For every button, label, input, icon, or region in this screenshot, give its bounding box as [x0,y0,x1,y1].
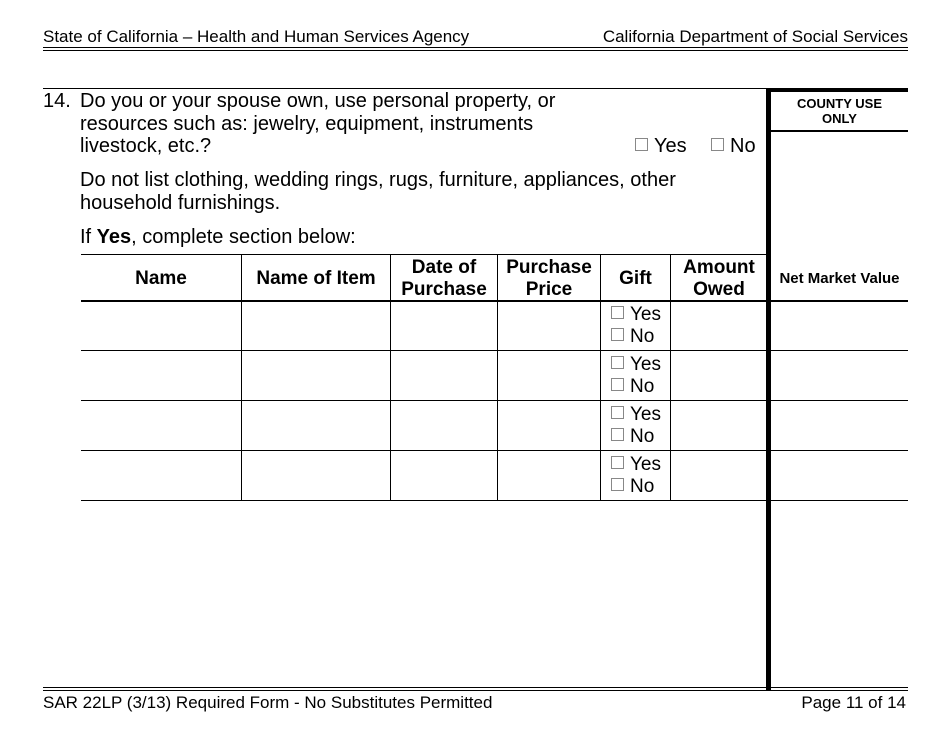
checkbox-icon[interactable] [611,478,624,491]
col-header-name [81,256,241,302]
county-use-line-1: COUNTY USE [797,96,882,111]
gift-no-label: No [630,476,655,497]
col-header-price [498,256,600,302]
question-top-rule [43,88,768,89]
checkbox-icon[interactable] [611,378,624,391]
department-header: California Department of Social Services [602,27,908,46]
cell-net-market-value[interactable] [771,401,908,450]
cell-owed[interactable] [671,302,767,350]
question-line-3: livestock, etc.? [80,135,212,157]
gift-no-option[interactable] [611,426,654,448]
cell-name[interactable] [81,351,241,400]
cell-date[interactable] [391,451,497,500]
col-header-net-market-value-text: Net Market Value [779,270,900,287]
agency-header: State of California – Health and Human Services Agency [43,27,470,46]
cell-name[interactable] [81,401,241,450]
cell-date[interactable] [391,302,497,350]
col-header-item-text: Name of Item [256,268,376,289]
gift-no-option[interactable] [611,376,654,398]
gift-yes-label: Yes [630,354,661,375]
col-header-name-text: Name [135,268,187,289]
county-use-top-rule [766,88,908,92]
cell-price[interactable] [498,401,600,450]
gift-yes-label: Yes [630,404,661,425]
gift-no-label: No [630,376,655,397]
checkbox-icon[interactable] [711,138,724,151]
question-no-label: No [730,135,756,157]
page-number: Page 11 of 14 [801,693,906,712]
cell-price[interactable] [498,451,600,500]
gift-yes-option[interactable] [611,304,661,326]
question-yes-option[interactable] [635,135,687,158]
cell-item[interactable] [242,351,390,400]
cell-net-market-value[interactable] [771,351,908,400]
county-use-line-2: ONLY [822,111,857,126]
col-header-owed [671,256,767,302]
question-yes-label: Yes [654,135,687,157]
col-header-item [242,256,390,302]
cell-name[interactable] [81,451,241,500]
county-use-label-rule [771,130,908,132]
gift-no-label: No [630,326,655,347]
gift-no-option[interactable] [611,326,654,348]
checkbox-icon[interactable] [635,138,648,151]
checkbox-icon[interactable] [611,428,624,441]
table-top-rule [81,254,767,255]
col-header-gift-text: Gift [619,268,652,289]
note-line-2: household furnishings. [80,192,281,214]
col-header-net-market-value [771,256,908,302]
checkbox-icon[interactable] [611,406,624,419]
cell-owed[interactable] [671,351,767,400]
instruction-bold: Yes [96,226,132,248]
gift-yes-label: Yes [630,304,661,325]
footer-rule-bottom [43,690,908,691]
gift-no-option[interactable] [611,476,654,498]
col-header-owed-line-1: Amount [683,257,755,278]
question-no-option[interactable] [711,135,756,158]
cell-owed[interactable] [671,451,767,500]
question-line-2: resources such as: jewelry, equipment, instruments [80,113,534,135]
instruction-prefix: If [80,226,97,248]
instruction-suffix: , complete section below: [131,226,356,248]
gift-yes-option[interactable] [611,404,661,426]
cell-item[interactable] [242,451,390,500]
footer-rule-top [43,687,908,688]
question-line-1: Do you or your spouse own, use personal property, or [80,90,556,112]
gift-no-label: No [630,426,655,447]
checkbox-icon[interactable] [611,306,624,319]
cell-price[interactable] [498,351,600,400]
checkbox-icon[interactable] [611,356,624,369]
col-header-price-line-2: Price [525,279,573,300]
cell-item[interactable] [242,401,390,450]
col-divider [600,254,601,501]
gift-yes-option[interactable] [611,354,661,376]
question-number: 14. [43,90,71,112]
col-header-date-line-1: Date of [411,257,477,278]
cell-date[interactable] [391,401,497,450]
checkbox-icon[interactable] [611,328,624,341]
note-line-1: Do not list clothing, wedding rings, rugs, furniture, appliances, other [80,169,676,191]
cell-item[interactable] [242,302,390,350]
form-id: SAR 22LP (3/13) Required Form - No Substitutes Permitted [43,693,493,712]
cell-net-market-value[interactable] [771,451,908,500]
col-header-price-line-1: Purchase [506,257,592,278]
col-header-date-line-2: Purchase [401,279,487,300]
cell-net-market-value[interactable] [771,302,908,350]
cell-owed[interactable] [671,401,767,450]
cell-date[interactable] [391,351,497,400]
header-rule-bottom [43,50,908,51]
row-rule [81,500,908,501]
gift-yes-option[interactable] [611,454,661,476]
col-header-owed-line-2: Owed [693,279,745,300]
county-use-label [771,96,908,126]
cell-name[interactable] [81,302,241,350]
col-header-date [391,256,497,302]
header-rule-top [43,47,908,48]
gift-yes-label: Yes [630,454,661,475]
col-header-gift [601,256,670,302]
cell-price[interactable] [498,302,600,350]
checkbox-icon[interactable] [611,456,624,469]
instruction [80,226,356,249]
